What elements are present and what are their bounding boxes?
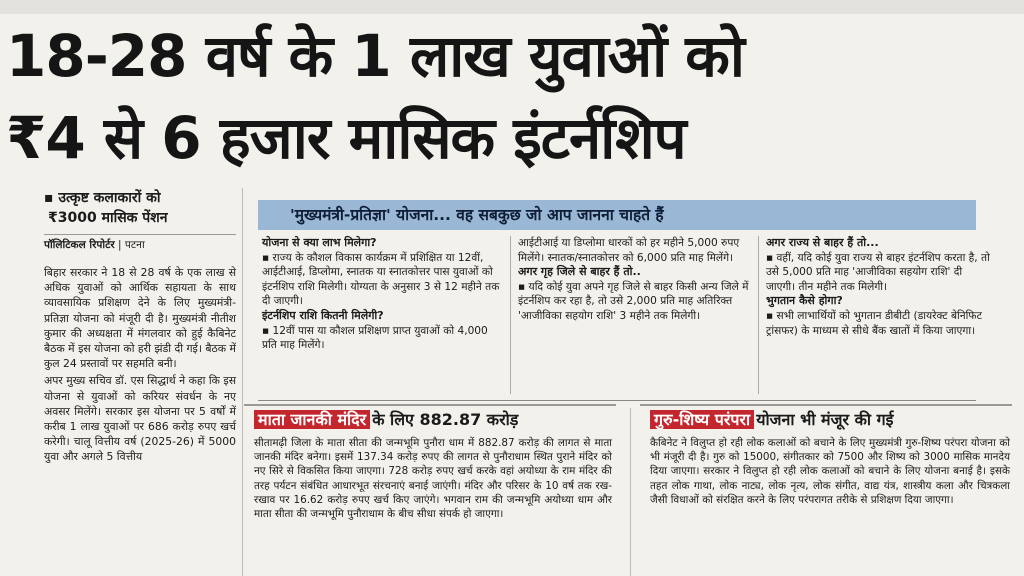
guru-shishya-body: कैबिनेट ने विलुप्त हो रही लोक कलाओं को बचाने के लिए मुख्यमंत्री गुरु-शिष्य परंपरा योजना को भी मंजूरी दी है। गुरु को 15000, संगीतकार को 7500 और शिष्य को 3000 मासिक मानदेय दिया जाएगा। सरकार ने विलुप्त हो रही लोक कलाओं को बचाने के लिए योजना बनाई है। इसके तहत लोक गाथा, लोक नाट्य, लोक नृत्य, लोक संगीत, वाद्य यंत्र, शास्त्रीय कला और चित्रकला जैसी विधाओं को संरक्षित करने के लिए परंपरागत तरीके से प्रशिक्षण दिया जाएगा। xyxy=(650,437,1010,506)
guru-shishya-heading-highlight: गुरु-शिष्य परंपरा xyxy=(650,410,754,429)
column-divider-1 xyxy=(510,236,511,394)
bottom-divider xyxy=(630,408,631,576)
left-paragraph-2: अपर मुख्य सचिव डॉ. एस सिद्धार्थ ने कहा कि इस योजना से युवाओं को करियर संवर्धन के नए अवसर मिलेंगे। सरकार इस योजना पर 5 वर्षों में करीब 1 लाख युवाओं पर 686 करोड़ रुपए खर्च करेगी। चालू वित्तीय वर्ष (2025-26) में 5000 युवा और अगले 5 वित्तीय xyxy=(44,374,236,464)
question-amount: इंटर्नशिप राशि कितनी मिलेगी? xyxy=(262,308,384,322)
answer-amount-continued: आईटीआई या डिप्लोमा धारकों को हर महीने 5,000 रुपए मिलेंगे। स्नातक/स्नातकोत्तर को 6,000 प्रति माह मिलेंगे। xyxy=(518,237,740,264)
left-kicker-2: ₹3000 मासिक पेंशन xyxy=(48,210,168,226)
janaki-temple-heading xyxy=(254,406,518,434)
top-cropped-strip xyxy=(0,0,1024,14)
byline xyxy=(44,234,236,253)
guru-shishya-heading xyxy=(650,406,893,434)
janaki-temple-heading-rest: के लिए 882.87 करोड़ xyxy=(372,410,519,429)
left-kicker-1: ▪ उत्कृष्ट कलाकारों को xyxy=(44,190,161,206)
left-paragraph-1: बिहार सरकार ने 18 से 28 वर्ष के एक लाख से अधिक युवाओं को आर्थिक सहायता के साथ व्यावसायिक प्रशिक्षण देने के लिए मुख्यमंत्री-प्रतिज्ञा योजना को मंजूरी दी है। मुख्यमंत्री नीतीश कुमार की अध्यक्षता में मंगलवार को हुई कैबिनेट बैठक में इस योजना को हरी झंडी दी गई। बैठक में कुल 24 प्रस्तावों पर सहमति बनी। xyxy=(44,266,236,371)
answer-amount: ▪ 12वीं पास या कौशल प्रशिक्षण प्राप्त युवाओं को 4,000 प्रति माह मिलेंगे। xyxy=(262,324,488,352)
left-body xyxy=(44,265,236,465)
byline-name: पॉलिटिकल रिपोर्टर xyxy=(44,239,115,251)
janaki-temple-body: सीतामढ़ी जिला के माता सीता की जन्मभूमि पुनौरा धाम में 882.87 करोड़ की लागत से माता जानकी मंदिर बनेगा। इसमें 137.34 करोड़ रुपए की लागत से पुनौराधाम स्थित पुराने मंदिर को नए सिरे से विकसित किया जाएगा। 728 करोड़ रुपए खर्च करके वहां अयोध्या के राम मंदिर की तरह पर्यटन संबंधित आधारभूत संरचनाएं बनाई जाएंगी। मंदिर और परिसर के 10 वर्ष तक रख-रखाव पर 16.62 करोड़ रुपए खर्च किए जाएंगे। भगवान राम की जन्मभूमि अयोध्या धाम और माता सीता की जन्मभूमि पुनौराधाम के बीच सीधा संपर्क हो जाएगा। xyxy=(254,437,612,521)
answer-outside-state: ▪ वहीं, यदि कोई युवा राज्य से बाहर इंटर्नशिप करता है, तो उसे 5,000 प्रति माह 'आजीविका सहयोग राशि' दी जाएगी। तीन महीने तक मिलेगी। xyxy=(766,251,990,293)
left-column xyxy=(44,188,243,576)
column-divider-2 xyxy=(758,236,759,394)
question-benefit: योजना से क्या लाभ मिलेगा? xyxy=(262,236,377,249)
explainer-column-3 xyxy=(766,236,992,338)
question-outside-state: अगर राज्य से बाहर हैं तो... xyxy=(766,236,879,249)
explainer-banner-title: 'मुख्यमंत्री-प्रतिज्ञा' योजना... वह सबकुछ जो आप जानना चाहते हैं xyxy=(290,206,664,224)
explainer-column-1 xyxy=(262,236,502,353)
answer-benefit: ▪ राज्य के कौशल विकास कार्यक्रम में प्रशिक्षित या 12वीं, आईटीआई, डिप्लोमा, स्नातक या स्नातकोत्तर पास युवाओं को इंटर्नशिप राशि मिलेगी। योग्यता के अनुसार 3 से 12 महीने तक दी जाएगी। xyxy=(262,251,500,308)
headline-line-2: ₹4 से 6 हजार मासिक इंटर्नशिप xyxy=(6,104,686,172)
answer-payment: ▪ सभी लाभार्थियों को भुगतान डीबीटी (डायरेक्ट बेनिफिट ट्रांसफर) के माध्यम से सीधे बैंक खातों में किया जाएगा। xyxy=(766,309,982,337)
question-payment: भुगतान कैसे होगा? xyxy=(766,294,843,308)
question-outside-district: अगर गृह जिले से बाहर हैं तो.. xyxy=(518,265,641,279)
janaki-temple-heading-highlight: माता जानकी मंदिर xyxy=(254,410,370,429)
answer-outside-district: ▪ यदि कोई युवा अपने गृह जिले से बाहर किसी अन्य जिले में इंटर्नशिप कर रहा है, तो उसे 2,000 प्रति माह अतिरिक्त 'आजीविका सहयोग राशि' 3 महीने तक मिलेगी। xyxy=(518,280,749,322)
byline-place: | पटना xyxy=(118,239,145,251)
guru-shishya-heading-rest: योजना भी मंजूर की गई xyxy=(756,410,894,429)
explainer-column-2 xyxy=(518,236,750,324)
headline-line-1: 18-28 वर्ष के 1 लाख युवाओं को xyxy=(6,22,744,90)
